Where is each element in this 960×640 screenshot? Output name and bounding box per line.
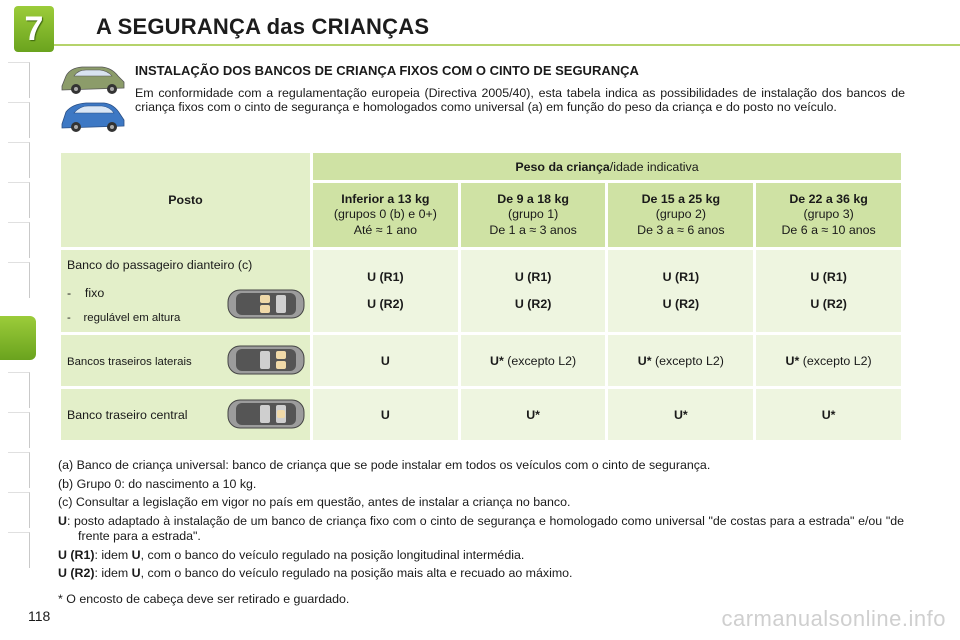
rear-center-label: Banco traseiro central <box>67 407 188 422</box>
chapter-side-tabs <box>0 62 30 572</box>
group-header <box>756 183 901 247</box>
side-tab[interactable] <box>8 452 30 488</box>
side-tab[interactable] <box>8 412 30 448</box>
note-u: U: posto adaptado à instalação de um banco de criança fixo com o cinto de segurança e homologado como universal "de costas para a estrada" e/ou "de frente para a estrada". <box>58 513 904 543</box>
group-title: Inferior a 13 kg <box>341 191 430 206</box>
cell-rear-side: U <box>313 335 458 386</box>
cell-rear-side: U* (excepto L2) <box>608 335 753 386</box>
side-tab[interactable] <box>8 492 30 528</box>
note-r2: U (R2): idem U, com o banco do veículo regulado na posição mais alta e recuado ao máximo. <box>58 566 573 580</box>
side-tab[interactable] <box>8 372 30 408</box>
car-models-icon <box>58 60 128 136</box>
cell-rear-side: U* (excepto L2) <box>461 335 606 386</box>
cell-rear-center: U* <box>608 389 753 440</box>
note-r1: U (R1): idem U, com o banco do veículo regulado na posição longitudinal intermédia. <box>58 547 525 562</box>
header-divider <box>54 44 960 46</box>
rear-side-label-cell <box>61 335 310 386</box>
note-a: (a) Banco de criança universal: banco de criança que se pode instalar em todos os veículos com o cinto de segurança. <box>58 458 711 472</box>
side-tab[interactable] <box>8 142 30 178</box>
cell-front: U (R1) U (R2) <box>608 250 753 332</box>
cell-rear-side: U* (excepto L2) <box>756 335 901 386</box>
group-header <box>313 183 458 247</box>
cell-front: U (R1) U (R2) <box>313 250 458 332</box>
section-title: INSTALAÇÃO DOS BANCOS DE CRIANÇA FIXOS COM O CINTO DE SEGURANÇA <box>135 63 639 78</box>
front-adjust-text: regulável em altura <box>83 312 181 324</box>
green-car-icon <box>62 67 124 94</box>
chapter-tab[interactable] <box>14 6 54 52</box>
car-top-view-icon <box>226 396 306 432</box>
cell-rear-center: U <box>313 389 458 440</box>
note-b: (b) Grupo 0: do nascimento a 10 kg. <box>58 476 257 491</box>
group-sub: (grupo 3) <box>803 207 854 222</box>
side-tab[interactable] <box>8 532 30 568</box>
cell-front: U (R1) U (R2) <box>756 250 901 332</box>
page-title: A SEGURANÇA das CRIANÇAS <box>96 14 430 39</box>
group-sub: (grupo 1) <box>507 207 559 222</box>
side-tab[interactable] <box>8 262 30 298</box>
cell-rear-center: U* <box>756 389 901 440</box>
table-row-rear-side <box>61 335 901 386</box>
group-header <box>461 183 606 247</box>
front-fixed-text: fixo <box>84 286 105 300</box>
table-row-front-passenger <box>61 250 901 332</box>
intro-paragraph: Em conformidade com a regulamentação europeia (Directiva 2005/40), esta tabela indica as possibilidades de instalação dos bancos de criança fixos com o cinto de segurança e homologados como universal (a) em função do peso da criança e do posto no veículo. <box>135 86 905 114</box>
list-dash: - <box>67 312 71 324</box>
car-top-view-icon <box>226 342 306 378</box>
page-number: 118 <box>28 608 51 624</box>
side-tab-active[interactable] <box>0 316 36 360</box>
notes-block <box>58 458 904 582</box>
side-tab[interactable] <box>8 222 30 258</box>
list-dash: - <box>67 286 72 300</box>
side-tab[interactable] <box>8 102 30 138</box>
watermark: carmanualsonline.info <box>721 606 946 631</box>
car-top-view-icon <box>226 286 306 322</box>
rear-center-label-cell <box>61 389 310 440</box>
front-passenger-label-cell <box>61 250 310 332</box>
group-title: De 9 a 18 kg <box>497 191 569 206</box>
blue-car-icon <box>62 103 124 132</box>
side-tab[interactable] <box>8 182 30 218</box>
cell-rear-center: U* <box>461 389 606 440</box>
group-age: De 3 a ≈ 6 anos <box>637 222 725 237</box>
weight-header-bold: Peso da criança <box>515 159 610 174</box>
weight-header <box>313 153 901 180</box>
group-header <box>608 183 753 247</box>
group-age: Até ≈ 1 ano <box>353 222 418 237</box>
group-sub: (grupo 2) <box>655 207 706 222</box>
posto-header: Posto <box>61 153 310 247</box>
group-sub: (grupos 0 (b) e 0+) <box>333 207 437 222</box>
group-age: De 1 a ≈ 3 anos <box>489 222 577 237</box>
group-title: De 22 a 36 kg <box>789 191 868 206</box>
child-seat-table <box>58 150 904 443</box>
group-age: De 6 a ≈ 10 anos <box>781 222 876 237</box>
front-adjust-label <box>67 312 180 324</box>
note-c: (c) Consultar a legislação em vigor no país em questão, antes de instalar a criança no banco. <box>58 495 571 509</box>
table-row-rear-center <box>61 389 901 440</box>
rear-side-label: Bancos traseiros laterais <box>67 355 192 368</box>
front-passenger-label: Banco do passageiro dianteiro (c) <box>67 258 253 272</box>
front-fixed-label <box>67 286 104 300</box>
weight-header-rest: /idade indicativa <box>609 159 699 174</box>
cell-front: U (R1) U (R2) <box>461 250 606 332</box>
chapter-number: 7 <box>24 9 44 48</box>
footnote: * O encosto de cabeça deve ser retirado e guardado. <box>58 592 350 606</box>
side-tab[interactable] <box>8 62 30 98</box>
group-title: De 15 a 25 kg <box>641 191 721 206</box>
